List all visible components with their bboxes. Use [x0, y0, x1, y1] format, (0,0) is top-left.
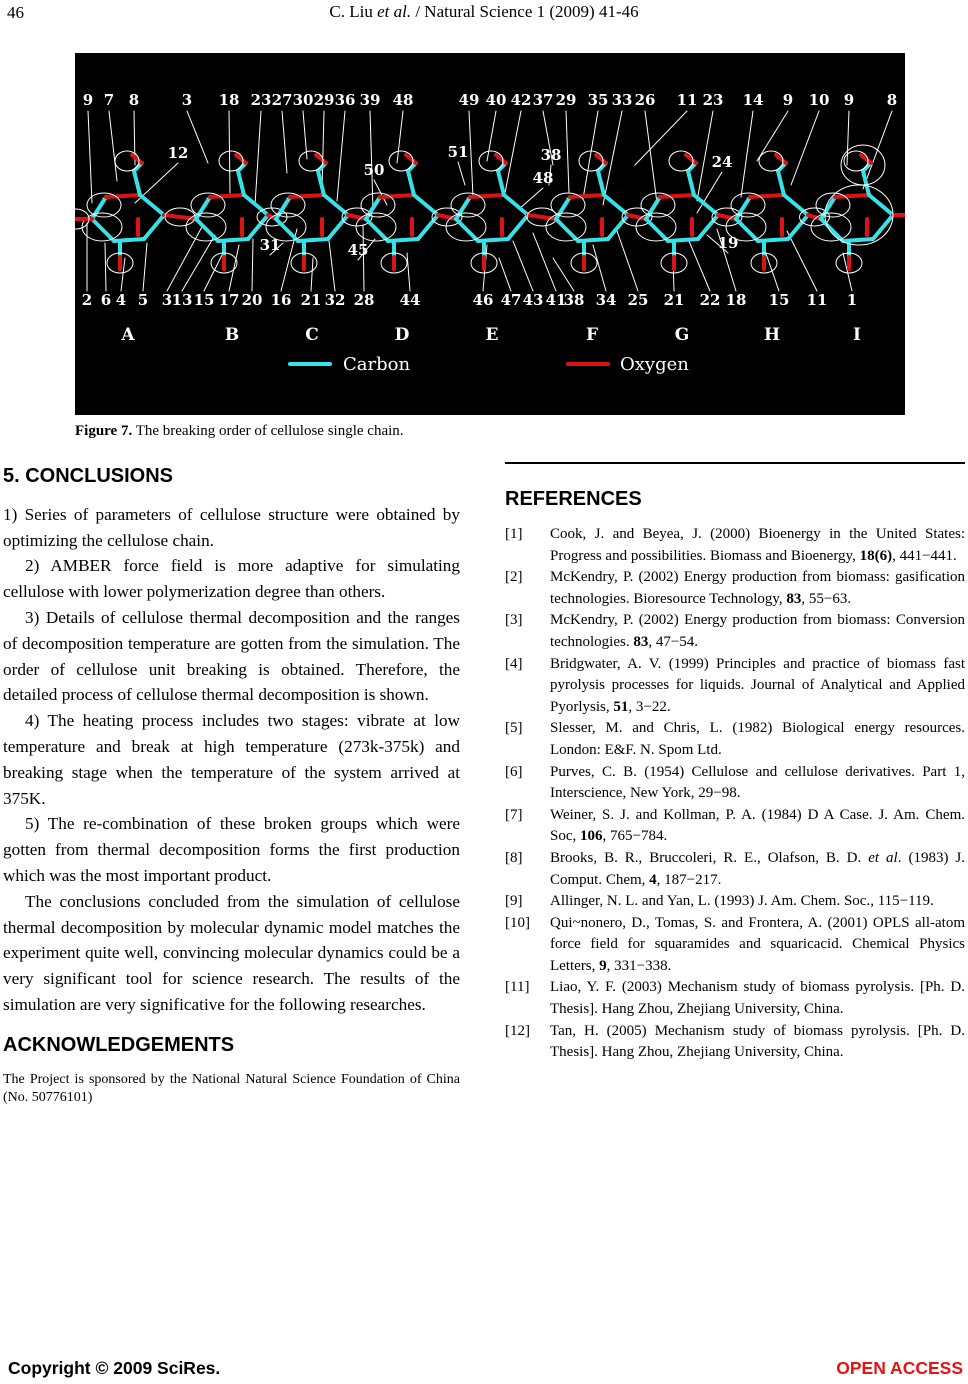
figure-label: 3 — [161, 291, 173, 309]
figure-label: 5 — [137, 291, 149, 309]
figure-label: 2 — [81, 291, 93, 309]
page-header — [0, 2, 968, 26]
figure-label: 13 — [171, 291, 193, 309]
reference-text: Weiner, S. J. and Kollman, P. A. (1984) D A Case. J. Am. Chem. Soc, 106, 765−784. — [550, 806, 965, 845]
figure-label: 26 — [634, 91, 656, 109]
open-access-badge: OPEN ACCESS — [836, 1358, 963, 1378]
figure-label: 28 — [353, 291, 375, 309]
figure-label: 7 — [103, 91, 115, 109]
figure-label: 25 — [627, 291, 649, 309]
reference-item — [505, 654, 965, 719]
figure-label: 16 — [270, 291, 292, 309]
figure-label: C — [305, 325, 319, 345]
figure-label: 10 — [808, 91, 830, 109]
reference-number: [4] — [505, 655, 523, 672]
reference-item — [505, 610, 965, 653]
figure-label: 38 — [563, 291, 585, 309]
references-column — [505, 462, 965, 1108]
figure-label: 41 — [545, 291, 567, 309]
figure-label: Carbon — [343, 354, 411, 375]
figure-label: B — [224, 325, 240, 345]
figure-label: Oxygen — [620, 354, 689, 375]
figure-label: 45 — [347, 241, 369, 259]
figure-label: A — [121, 325, 135, 345]
reference-text: Tan, H. (2005) Mechanism study of biomass pyrolysis. [Ph. D. Thesis]. Hang Zhou, Zhejiang University, China. — [550, 1022, 965, 1061]
reference-item — [505, 891, 965, 913]
figure-label: 8 — [886, 91, 898, 109]
figure-label: 29 — [313, 91, 335, 109]
page-footer — [8, 1358, 963, 1379]
figure-label: 11 — [676, 91, 698, 109]
figure-label: 40 — [485, 91, 507, 109]
reference-number: [5] — [505, 720, 523, 737]
figure-label: 33 — [611, 91, 633, 109]
acknowledgements-text: The Project is sponsored by the National Natural Science Foundation of China (No. 50776101) — [3, 1071, 460, 1106]
figure-label: 51 — [447, 143, 469, 161]
figure-label: 37 — [532, 91, 554, 109]
figure-label: 44 — [399, 291, 421, 309]
figure-label: 18 — [218, 91, 240, 109]
reference-item — [505, 1021, 965, 1064]
figure-label: 47 — [500, 291, 522, 309]
reference-item — [505, 762, 965, 805]
reference-item — [505, 977, 965, 1020]
reference-text: McKendry, P. (2002) Energy production from biomass: Conversion technologies. 83, 47−54. — [550, 612, 965, 650]
figure-label: 1 — [846, 291, 858, 309]
conclusions-paragraph: 1) Series of parameters of cellulose structure were obtained by optimizing the cellulose chain. — [3, 504, 460, 550]
acknowledgements-heading: ACKNOWLEDGEMENTS — [3, 1033, 235, 1056]
figure-label: 48 — [392, 91, 414, 109]
figure-label: 23 — [250, 91, 272, 109]
reference-number: [10] — [505, 914, 530, 931]
figure-label: 29 — [555, 91, 577, 109]
figure-label: 21 — [300, 291, 322, 309]
reference-item — [505, 805, 965, 848]
conclusions-column — [3, 462, 460, 1108]
page-number: 46 — [7, 3, 24, 22]
reference-item — [505, 848, 965, 891]
conclusions-heading: 5. CONCLUSIONS — [3, 465, 174, 487]
reference-number: [12] — [505, 1022, 530, 1039]
figure-label: F — [585, 325, 599, 345]
figure-label: 19 — [717, 234, 739, 252]
figure-label: 9 — [843, 91, 855, 109]
figure-label: 50 — [363, 161, 385, 179]
figure-label: 6 — [100, 291, 112, 309]
figure-label: G — [674, 325, 690, 345]
reference-text: Cook, J. and Beyea, J. (2000) Bioenergy in the United States: Progress and possibilities. Biomass and Bioenergy, 18(6), 441−441. — [550, 526, 965, 564]
figure-label: 38 — [540, 146, 562, 164]
figure-label: E — [485, 325, 499, 345]
figure-label: 3 — [181, 91, 193, 109]
reference-item — [505, 524, 965, 567]
figure-label: 30 — [292, 91, 314, 109]
figure-label: 4 — [115, 291, 127, 309]
figure-label: 34 — [595, 291, 617, 309]
conclusions-paragraph: 4) The heating process includes two stages: vibrate at low temperature and break at high temperature (273k-375k) and breaking stage when the temperature of the system arrived at 375K. — [3, 711, 460, 808]
references-list — [505, 524, 965, 1064]
figure-label: 23 — [702, 91, 724, 109]
reference-text: Qui~nonero, D., Tomas, S. and Frontera, A. (2001) OPLS all-atom force field for squaramides and squaricacid. Chemical Physics Letters, 9, 331−338. — [550, 914, 965, 974]
reference-number: [3] — [505, 612, 523, 629]
running-title: C. Liu et al. / Natural Science 1 (2009) 41-46 — [329, 2, 639, 21]
reference-number: [8] — [505, 849, 523, 866]
figure-label: 14 — [742, 91, 764, 109]
copyright-text: Copyright © 2009 SciRes. — [8, 1358, 221, 1378]
reference-number: [6] — [505, 763, 523, 780]
conclusions-paragraph: 5) The re-combination of these broken groups which were gotten from thermal decomposition forms the first production which was the most important product. — [3, 814, 460, 885]
two-column-body — [3, 462, 965, 1108]
conclusions-paragraph: 3) Details of cellulose thermal decomposition and the ranges of decomposition temperature are gotten from the simulation. The order of cellulose unit breaking is obtained. Therefore, the detailed process of cellulose thermal decomposition is shown. — [3, 607, 460, 705]
reference-text: Brooks, B. R., Bruccoleri, R. E., Olafson, B. D. et al. (1983) J. Comput. Chem, 4, 187−217. — [550, 849, 966, 888]
figure-label: 20 — [241, 291, 263, 309]
figure-label: 24 — [711, 153, 733, 171]
references-divider — [505, 462, 965, 464]
reference-item — [505, 567, 965, 610]
figure-label: 32 — [324, 291, 346, 309]
figure-label: 43 — [522, 291, 544, 309]
figure-label: 22 — [699, 291, 721, 309]
reference-text: Allinger, N. L. and Yan, L. (1993) J. Am. Chem. Soc., 115−119. — [550, 893, 934, 910]
figure-label: 36 — [334, 91, 356, 109]
figure-label: D — [394, 325, 410, 345]
figure-label: 48 — [532, 169, 554, 187]
figure-label: 8 — [128, 91, 140, 109]
figure-label: 9 — [82, 91, 94, 109]
figure-label: 49 — [458, 91, 480, 109]
reference-text: Purves, C. B. (1954) Cellulose and cellulose derivatives. Part 1, Interscience, New York, 29−98. — [550, 763, 965, 802]
figure-label: 18 — [725, 291, 747, 309]
reference-item — [505, 913, 965, 978]
figure-label: 27 — [271, 91, 293, 109]
figure-label: 35 — [587, 91, 609, 109]
reference-text: Bridgwater, A. V. (1999) Principles and practice of biomass fast pyrolysis processes for liquids. Journal of Analytical and Applied Pyorlysis, 51, 3−22. — [550, 655, 965, 715]
figure-label: 15 — [768, 291, 790, 309]
figure-label: 21 — [663, 291, 685, 309]
figure-label: 17 — [218, 291, 240, 309]
figure-label: 31 — [259, 236, 281, 254]
figure-label: 42 — [510, 91, 532, 109]
figure-label: H — [763, 325, 781, 345]
figure-label: 15 — [193, 291, 215, 309]
figure-7-image — [75, 53, 905, 415]
reference-number: [2] — [505, 569, 523, 586]
conclusions-paragraphs — [3, 502, 460, 1018]
reference-number: [9] — [505, 893, 523, 910]
reference-text: Slesser, M. and Chris, L. (1982) Biological energy resources. London: E&F. N. Spom Ltd. — [550, 720, 965, 758]
reference-number: [11] — [505, 979, 530, 996]
figure-label: 39 — [359, 91, 381, 109]
figure-label: 46 — [472, 291, 494, 309]
reference-number: [1] — [505, 526, 523, 542]
conclusions-paragraph: The conclusions concluded from the simulation of cellulose thermal decomposition by molecular dynamic model matches the experiment quite well, convincing molecular dynamics could be a very significant tool for science research. The results of the simulation are very significative for the following researches. — [3, 891, 460, 1014]
conclusions-paragraph: 2) AMBER force field is more adaptive for simulating cellulose with lower polymerization degree than others. — [3, 556, 460, 602]
figure-label: 9 — [782, 91, 794, 109]
references-heading: REFERENCES — [505, 488, 642, 510]
reference-number: [7] — [505, 806, 523, 823]
reference-text: McKendry, P. (2002) Energy production from biomass: gasification technologies. Bioresource Technology, 83, 55−63. — [550, 569, 965, 607]
reference-text: Liao, Y. F. (2003) Mechanism study of biomass pyrolysis. [Ph. D. Thesis]. Hang Zhou, Zhejiang University, China. — [550, 979, 965, 1018]
figure-caption: Figure 7. The breaking order of cellulose single chain. — [75, 423, 404, 439]
figure-label: I — [853, 325, 861, 345]
reference-item — [505, 718, 965, 761]
figure-label: 12 — [167, 144, 189, 162]
figure-label: 11 — [806, 291, 828, 309]
